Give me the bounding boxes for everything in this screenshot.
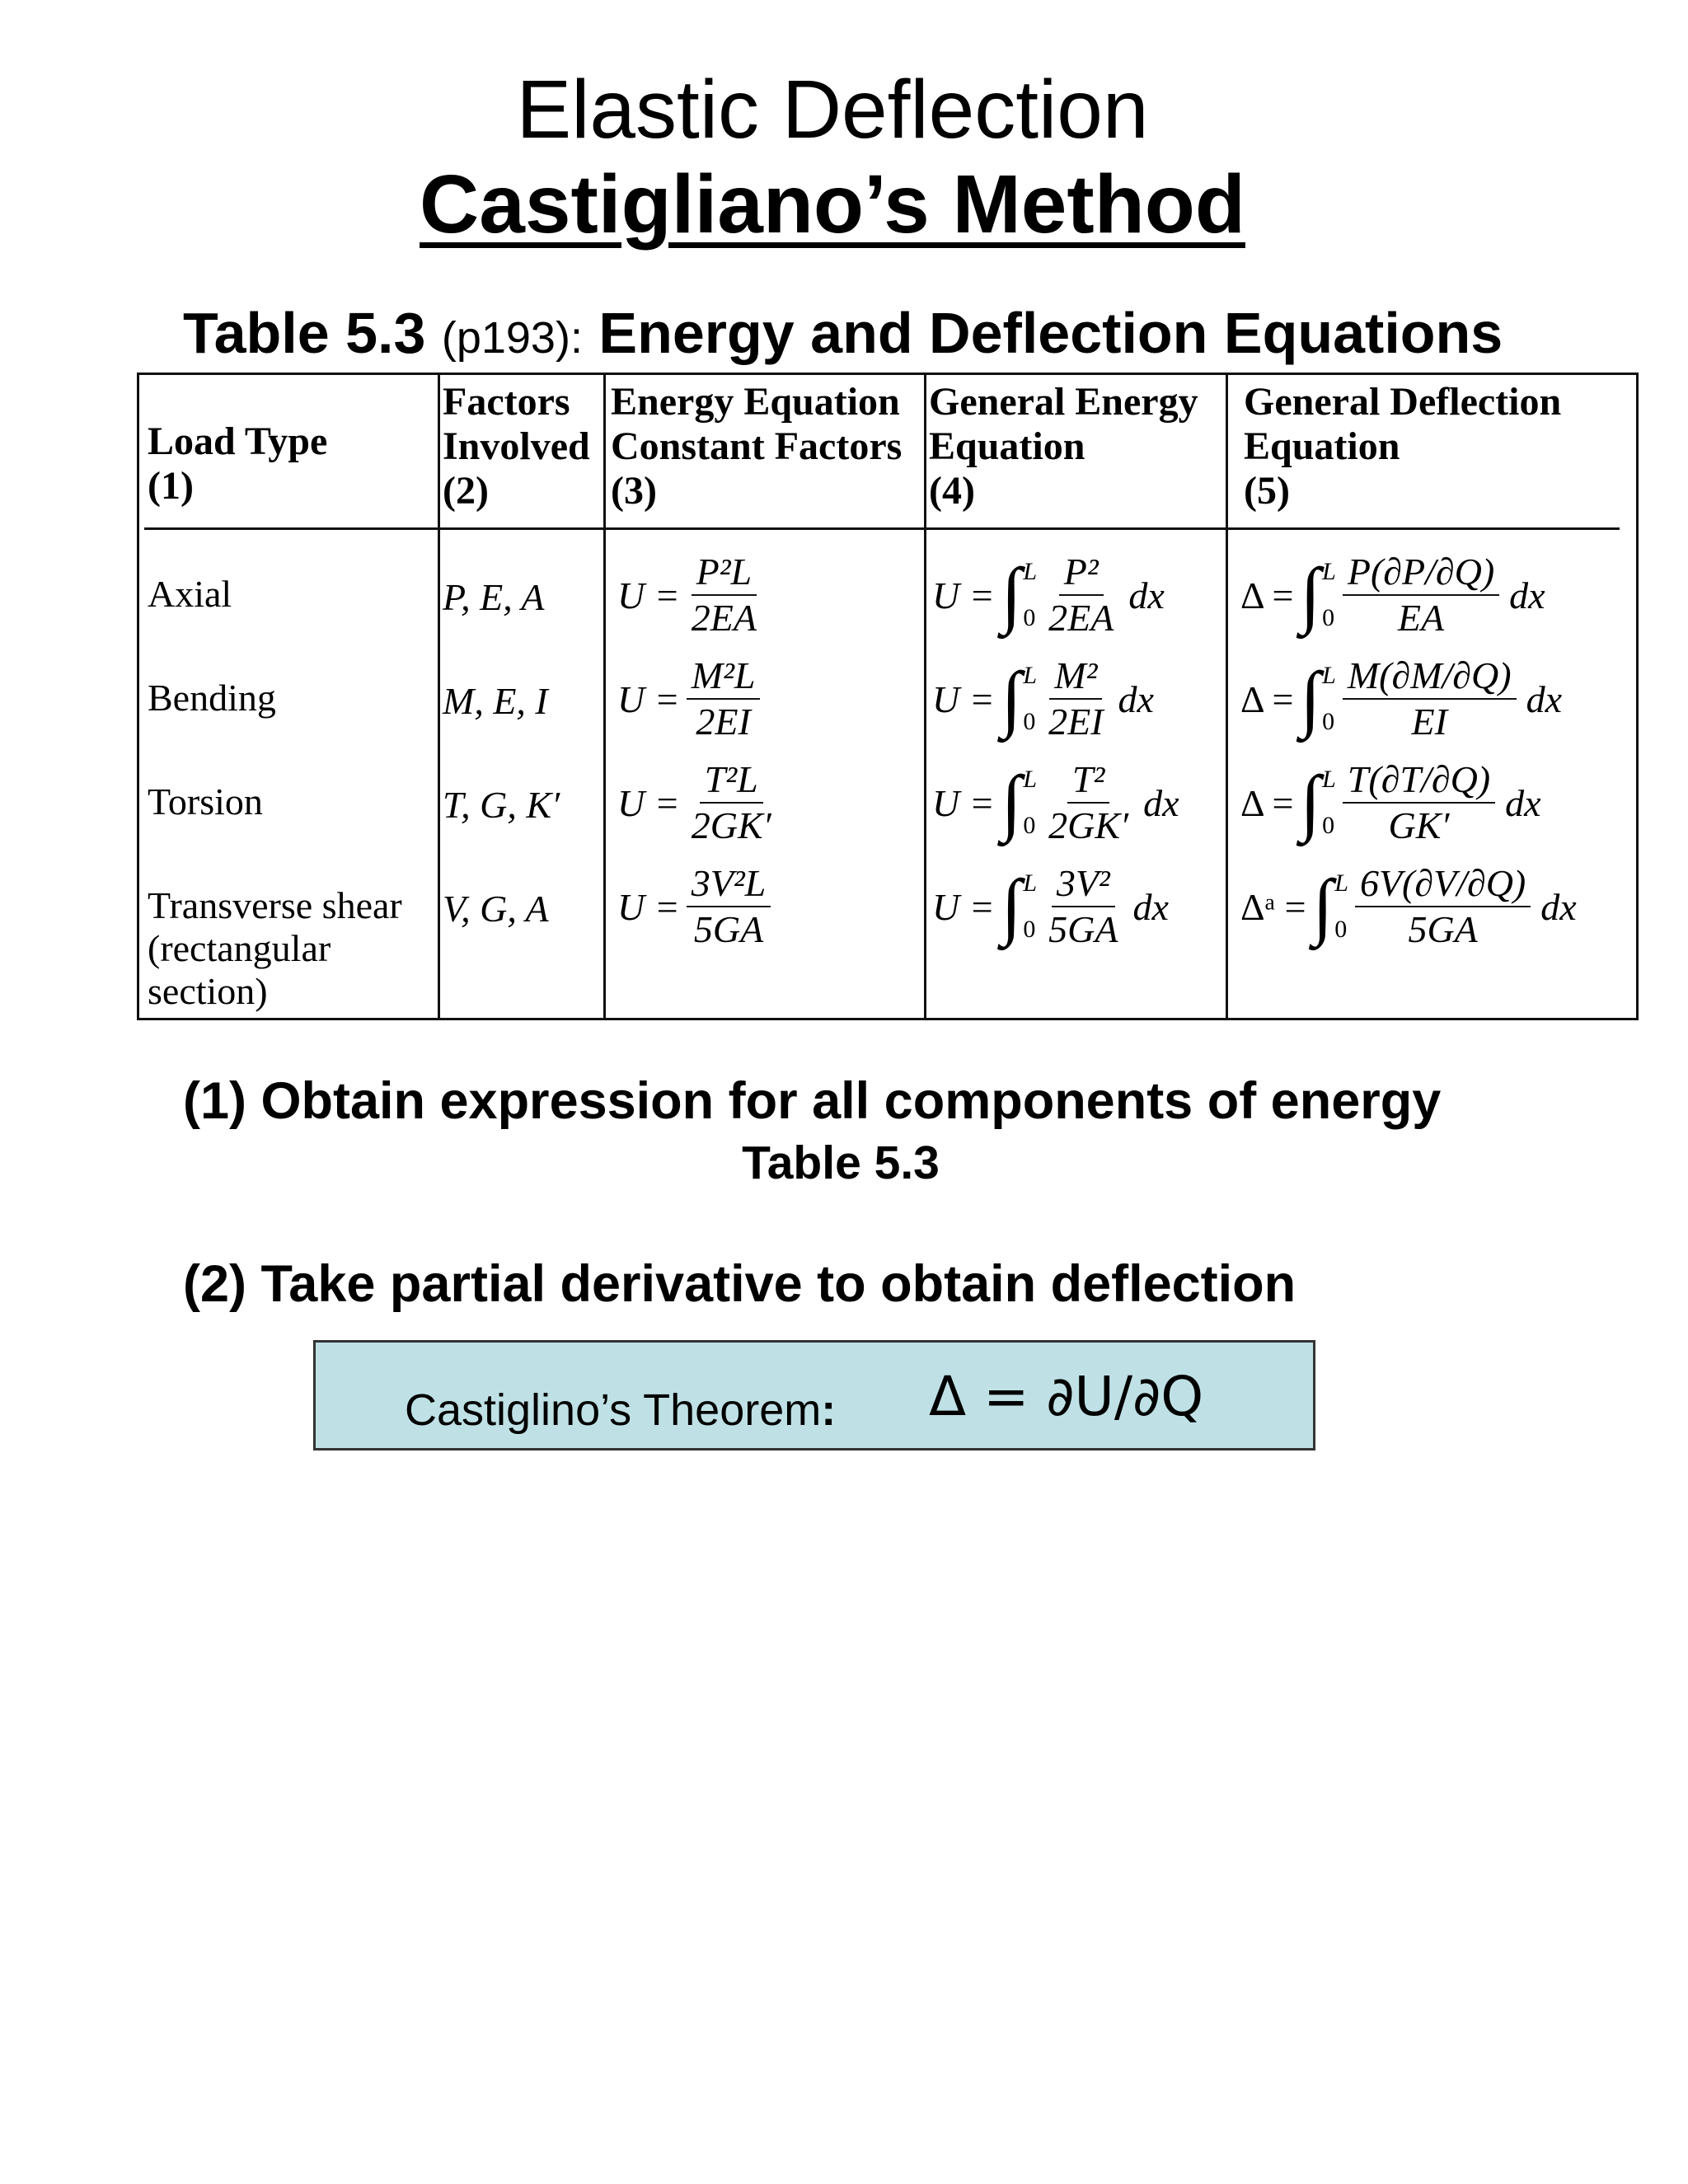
header-general-deflection: General Deflection Equation (5) <box>1244 380 1562 513</box>
title-method: Castigliano’s Method <box>420 158 1245 251</box>
table-row-bending-load-type: Bending <box>148 677 276 719</box>
title-line-1: Elastic Deflection <box>516 63 1149 156</box>
table-caption-label: Table 5.3 <box>183 301 426 365</box>
header-general-energy: General Energy Equation (4) <box>929 380 1198 513</box>
column-divider <box>924 375 926 1018</box>
table-row-torsion-deflection-eq: Δ = ∫ L 0 $\frac{T(\partial T/\partial Q)}{GK'}$ dx <box>1240 758 1541 846</box>
step-2-text: (2) Take partial derivative to obtain deflection <box>183 1255 1296 1313</box>
energy-deflection-table <box>137 373 1639 1020</box>
table-row-shear-deflection-eq: Δᵃ = ∫ L 0 $\frac{6V(\partial V/\partial Q)}{5GA}$ dx <box>1240 862 1577 950</box>
table-row-torsion-general-eq: U = ∫ L 0 $\frac{\text{T²}}{2GK'}$ dx <box>932 758 1179 846</box>
header-constant-factors: Energy Equation Constant Factors (3) <box>611 380 903 513</box>
table-row-axial-deflection-eq: Δ = ∫ L 0 $\frac{P(\partial P/\partial Q)}{EA}$ dx <box>1240 551 1545 639</box>
table-row-torsion-factors: T, G, K′ <box>443 784 560 826</box>
table-row-axial-load-type: Axial <box>148 573 232 615</box>
table-row-shear-general-eq: U = ∫ L 0 $\frac{\text{3V²}}{5GA}$ dx <box>932 862 1169 950</box>
step-1-reference: Table 5.3 <box>742 1137 940 1189</box>
header-factors: Factors Involved (2) <box>443 380 590 513</box>
table-row-shear-constant-eq: U = $\frac{\text{3V²L}}{5GA}$ <box>617 863 777 950</box>
column-divider <box>438 375 440 1018</box>
column-divider <box>603 375 606 1018</box>
column-divider <box>1226 375 1228 1018</box>
table-row-bending-deflection-eq: Δ = ∫ L 0 $\frac{M(\partial M/\partial Q)}{EI}$ dx <box>1240 654 1562 743</box>
table-caption-text: Energy and Deflection Equations <box>598 301 1503 365</box>
table-row-torsion-constant-eq: U = $\frac{\text{T²L}}{2GK'}$ <box>617 758 771 846</box>
table-row-axial-general-eq: U = ∫ L 0 $\frac{\text{P²}}{2EA}$ dx <box>932 551 1165 639</box>
theorem-label: Castiglino’s Theorem: <box>405 1385 837 1435</box>
table-row-axial-constant-eq: U = $\frac{\text{P²L}}{2EA}$ <box>617 551 757 639</box>
table-row-shear-factors: V, G, A <box>443 888 549 930</box>
step-1-text: (1) Obtain expression for all components of energy <box>183 1072 1442 1130</box>
theorem-box <box>313 1340 1315 1451</box>
table-row-torsion-load-type: Torsion <box>148 780 263 823</box>
header-load-type: Load Type (1) <box>148 419 328 508</box>
table-row-axial-factors: P, E, A <box>443 576 545 618</box>
table-row-bending-constant-eq: U = $\frac{\text{M²L}}{2EI}$ <box>617 655 767 743</box>
theorem-equation: Δ = ∂U/∂Q <box>929 1365 1204 1428</box>
table-row-bending-general-eq: U = ∫ L 0 $\frac{\text{M²}}{2EI}$ dx <box>932 654 1154 743</box>
table-row-bending-factors: M, E, I <box>443 680 548 722</box>
title-line-2 <box>0 158 1665 251</box>
table-caption <box>183 300 1503 371</box>
table-row-shear-load-type: Transverse shear (rectangular section) <box>148 884 402 1012</box>
header-rule <box>144 527 1620 530</box>
table-caption-page: (p193): <box>441 313 583 363</box>
